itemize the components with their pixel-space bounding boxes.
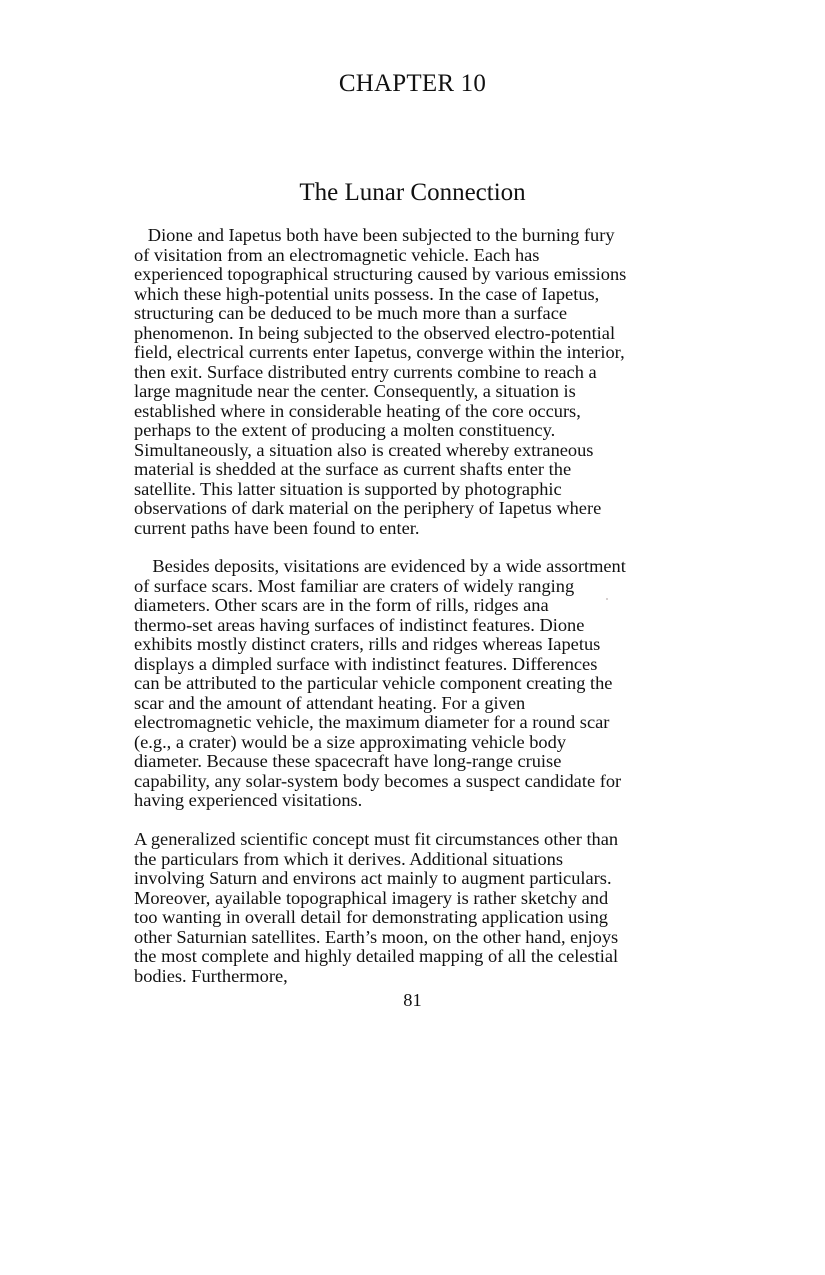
text-line: field, electrical currents enter Iapetus, converge within the interior, — [134, 342, 625, 362]
text-line: A generalized scientific concept must fit circumstances other than — [134, 829, 619, 849]
text-line: electromagnetic vehicle, the maximum diameter for a round scar — [134, 712, 610, 732]
text-line: involving Saturn and environs act mainly to augment particulars. — [134, 868, 612, 888]
text-line: current paths have been found to enter. — [134, 517, 420, 538]
text-line: then exit. Surface distributed entry currents combine to reach a — [134, 361, 597, 382]
text-line: thermo-set areas having surfaces of indistinct features. Dione — [134, 614, 585, 635]
text-line: bodies. Furthermore, — [134, 965, 288, 986]
text-line: structuring can be deduced to be much more than a surface — [134, 303, 568, 323]
text-line: displays a dimpled surface with indistinct features. Differences — [134, 653, 598, 674]
scan-speck — [606, 598, 608, 600]
text-line: other Saturnian satellites. Earth’s moon, on the other hand, enjoys — [134, 926, 619, 947]
chapter-title: The Lunar Connection — [299, 179, 526, 206]
text-line: Dione and Iapetus both have been subjected to the burning fury — [134, 225, 615, 245]
text-line: too wanting in overall detail for demonstrating application using — [134, 907, 608, 927]
text-line: can be attributed to the particular vehicle component creating the — [134, 673, 613, 693]
text-line: of visitation from an electromagnetic vehicle. Each has — [134, 244, 540, 265]
text-line: material is shedded at the surface as current shafts enter the — [134, 459, 572, 479]
text-line: (e.g., a crater) would be a size approximating vehicle body — [134, 731, 567, 752]
text-line: phenomenon. In being subjected to the observed electro-potential — [134, 322, 616, 343]
paragraph-1 — [134, 226, 714, 538]
text-line: observations of dark material on the periphery of Iapetus where — [134, 498, 602, 518]
chapter-number-heading: CHAPTER 10 — [338, 70, 487, 97]
text-line: Simultaneously, a situation also is created whereby extraneous — [134, 439, 594, 460]
paragraph-3 — [134, 830, 714, 986]
text-line: exhibits mostly distinct craters, rills and ridges whereas Iapetus — [134, 634, 601, 654]
text-line: Besides deposits, visitations are evidenced by a wide assortment — [134, 556, 626, 576]
text-line: having experienced visitations. — [134, 790, 363, 810]
text-line: established where in considerable heating of the core occurs, — [134, 400, 581, 421]
text-line: satellite. This latter situation is supported by photographic — [134, 478, 562, 499]
paragraph-2 — [134, 557, 714, 811]
text-line: diameters. Other scars are in the form of rills, ridges ana — [134, 595, 549, 615]
page-number: 81 — [403, 990, 422, 1010]
text-line: which these high-potential units possess. In the case of Iapetus, — [134, 283, 600, 304]
text-line: large magnitude near the center. Consequently, a situation is — [134, 381, 576, 401]
text-line: the particulars from which it derives. Additional situations — [134, 848, 564, 869]
text-line: Moreover, ayailable topographical imagery is rather sketchy and — [134, 887, 609, 908]
text-line: perhaps to the extent of producing a molten constituency. — [134, 420, 556, 440]
text-line: experienced topographical structuring caused by various emissions — [134, 264, 627, 284]
text-line: capability, any solar-system body becomes a suspect candidate for — [134, 770, 622, 791]
text-line: the most complete and highly detailed mapping of all the celestial — [134, 946, 619, 966]
text-line: diameter. Because these spacecraft have long-range cruise — [134, 751, 562, 771]
text-line: scar and the amount of attendant heating. For a given — [134, 692, 526, 713]
text-line: of surface scars. Most familiar are craters of widely ranging — [134, 575, 575, 596]
